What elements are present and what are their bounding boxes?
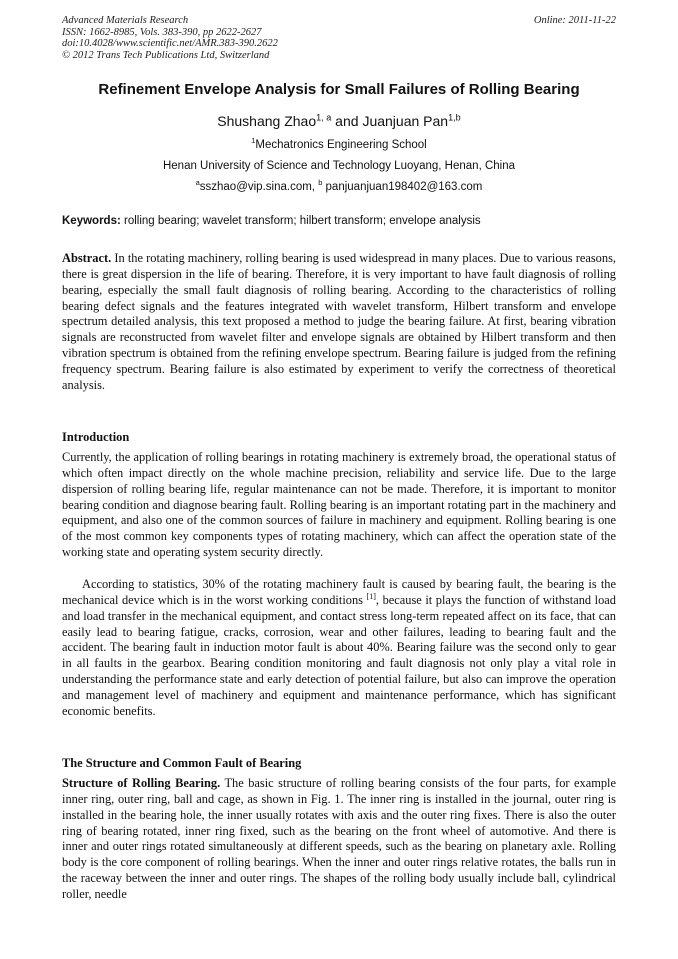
- author-name: Juanjuan Pan: [362, 113, 449, 129]
- keywords-label: Keywords:: [62, 215, 121, 227]
- structure-paragraph: [62, 776, 616, 903]
- affiliation-superscript: 1: [251, 136, 256, 146]
- structure-lead: Structure of Rolling Bearing.: [62, 776, 221, 790]
- paper-title: Refinement Envelope Analysis for Small Failures of Rolling Bearing: [98, 81, 580, 98]
- author-name: Shushang Zhao: [217, 113, 317, 129]
- copyright-line: © 2012 Trans Tech Publications Ltd, Switzerland: [62, 49, 270, 61]
- doi-line[interactable]: doi:10.4028/www.scientific.net/AMR.383-390.2622: [62, 38, 278, 49]
- abstract: [62, 251, 616, 394]
- intro-p2-text-b: , because it plays the function of withstand load and load transfer in the mechanical equipment, and contact stress long-term repeated affect on its face, that can easily lead to bearing fatigue, cracks, corrosion, wear and other failures, leading to bearing fault and the accident. The bearing fault in induction motor fault is about 40%. Bearing failure was the second only to gear in all faults in the gearbox. Bearing condition monitoring and fault diagnosis not only play a vital role in understanding the performance state and early detection of potential failure, but also can improve the operation and management level of machinery and equipment and maintenance performance, which has significant economic benefits.: [62, 592, 616, 718]
- author-conjunction: and: [331, 113, 363, 129]
- affiliation-school: [62, 138, 616, 153]
- affiliation-university: Henan University of Science and Technology Luoyang, Henan, China: [162, 160, 516, 172]
- issn-line: ISSN: 1662-8985, Vols. 383-390, pp 2622-2627: [62, 26, 262, 38]
- abstract-text: In the rotating machinery, rolling bearing is used widespread in many places. Due to various reasons, there is great dispersion in the life of bearing. Therefore, it is very important to have fault diagnosis of rolling bearing, especially the small fault diagnosis of rolling bearing. According to the characteristics of rolling bearing defect signals and the features integrated with wavelet transform, Hilbert transform and envelope spectrum detailed analysis, this text proposed a method to judge the bearing failure. At first, bearing vibration signals are reconstructed from wavelet filter and envelope signals are obtained by Hilbert transform and then vibration spectrum is obtained from the refining envelope spectrum. Bearing failure is judged from the refining frequency spectrum. Bearing failure is also estimated by experiment to verify the correctness of theoretical analysis.: [62, 251, 616, 392]
- email-b[interactable]: panjuanjuan198402@163.com: [322, 181, 483, 193]
- keywords: [62, 214, 616, 229]
- introduction-paragraph-1: Currently, the application of rolling bearings in rotating machinery is extremely broad, the operational status of which often impact directly on the whole machine precision, reliability and service life. Due to the large dispersion of rolling bearing life, regular maintenance can not be made. Therefore, it is important to monitor bearing condition and diagnose bearing fault. Rolling bearing is an important rotating part in the machinery and equipment, and also one of the common sources of failure in machinery and equipment. Rolling bearing is one of the most common key components types of rotating machinery, which can affect the operation state of the working state and operating system security directly.: [62, 450, 616, 560]
- abstract-label: Abstract.: [62, 251, 112, 265]
- author-line: [62, 112, 616, 130]
- introduction-paragraph-2: [62, 577, 616, 720]
- structure-text: The basic structure of rolling bearing consists of the four parts, for example inner ring, outer ring, ball and cage, as shown in Fig. 1. The inner ring is installed in the journal, outer ring is installed in the bearing hole, the inner usually rotates with axis and the outer ring fixes. There is also the outer ring of bearing rotated, inner ring fixed, such as the bearing on the front wheel of automotive. And there is inner and outer rings rotated simultaneously at different speeds, such as the bearing on planetary axle. Rolling body is the core component of rolling bearings. When the inner and outer rings relative rotates, the balls run in the raceway between the inner and outer rings. The shapes of the rolling body usually include ball, cylindrical roller, needle: [62, 776, 616, 901]
- author-superscript: 1,b: [448, 112, 461, 123]
- online-date: Online: 2011-11-22: [533, 15, 616, 26]
- author-superscript: 1, a: [316, 112, 332, 123]
- email-superscript: b: [318, 178, 323, 188]
- email-a[interactable]: sszhao@vip.sina.com,: [199, 181, 319, 193]
- section-heading-introduction: Introduction: [62, 430, 130, 444]
- running-header: [62, 15, 616, 61]
- intro-p2-text-a: According to statistics, 30% of the rotating machinery fault is caused by bearing fault, the bearing is the mechanical device which is in the worst working conditions: [62, 577, 616, 607]
- affiliation-school-text: Mechatronics Engineering School: [255, 139, 427, 151]
- keywords-text: rolling bearing; wavelet transform; hilbert transform; envelope analysis: [120, 215, 481, 227]
- citation-ref[interactable]: [1]: [366, 591, 376, 601]
- journal-name: Advanced Materials Research: [62, 15, 189, 26]
- author-emails: [62, 180, 616, 195]
- email-superscript: a: [195, 178, 200, 188]
- section-heading-structure: The Structure and Common Fault of Bearing: [62, 756, 302, 770]
